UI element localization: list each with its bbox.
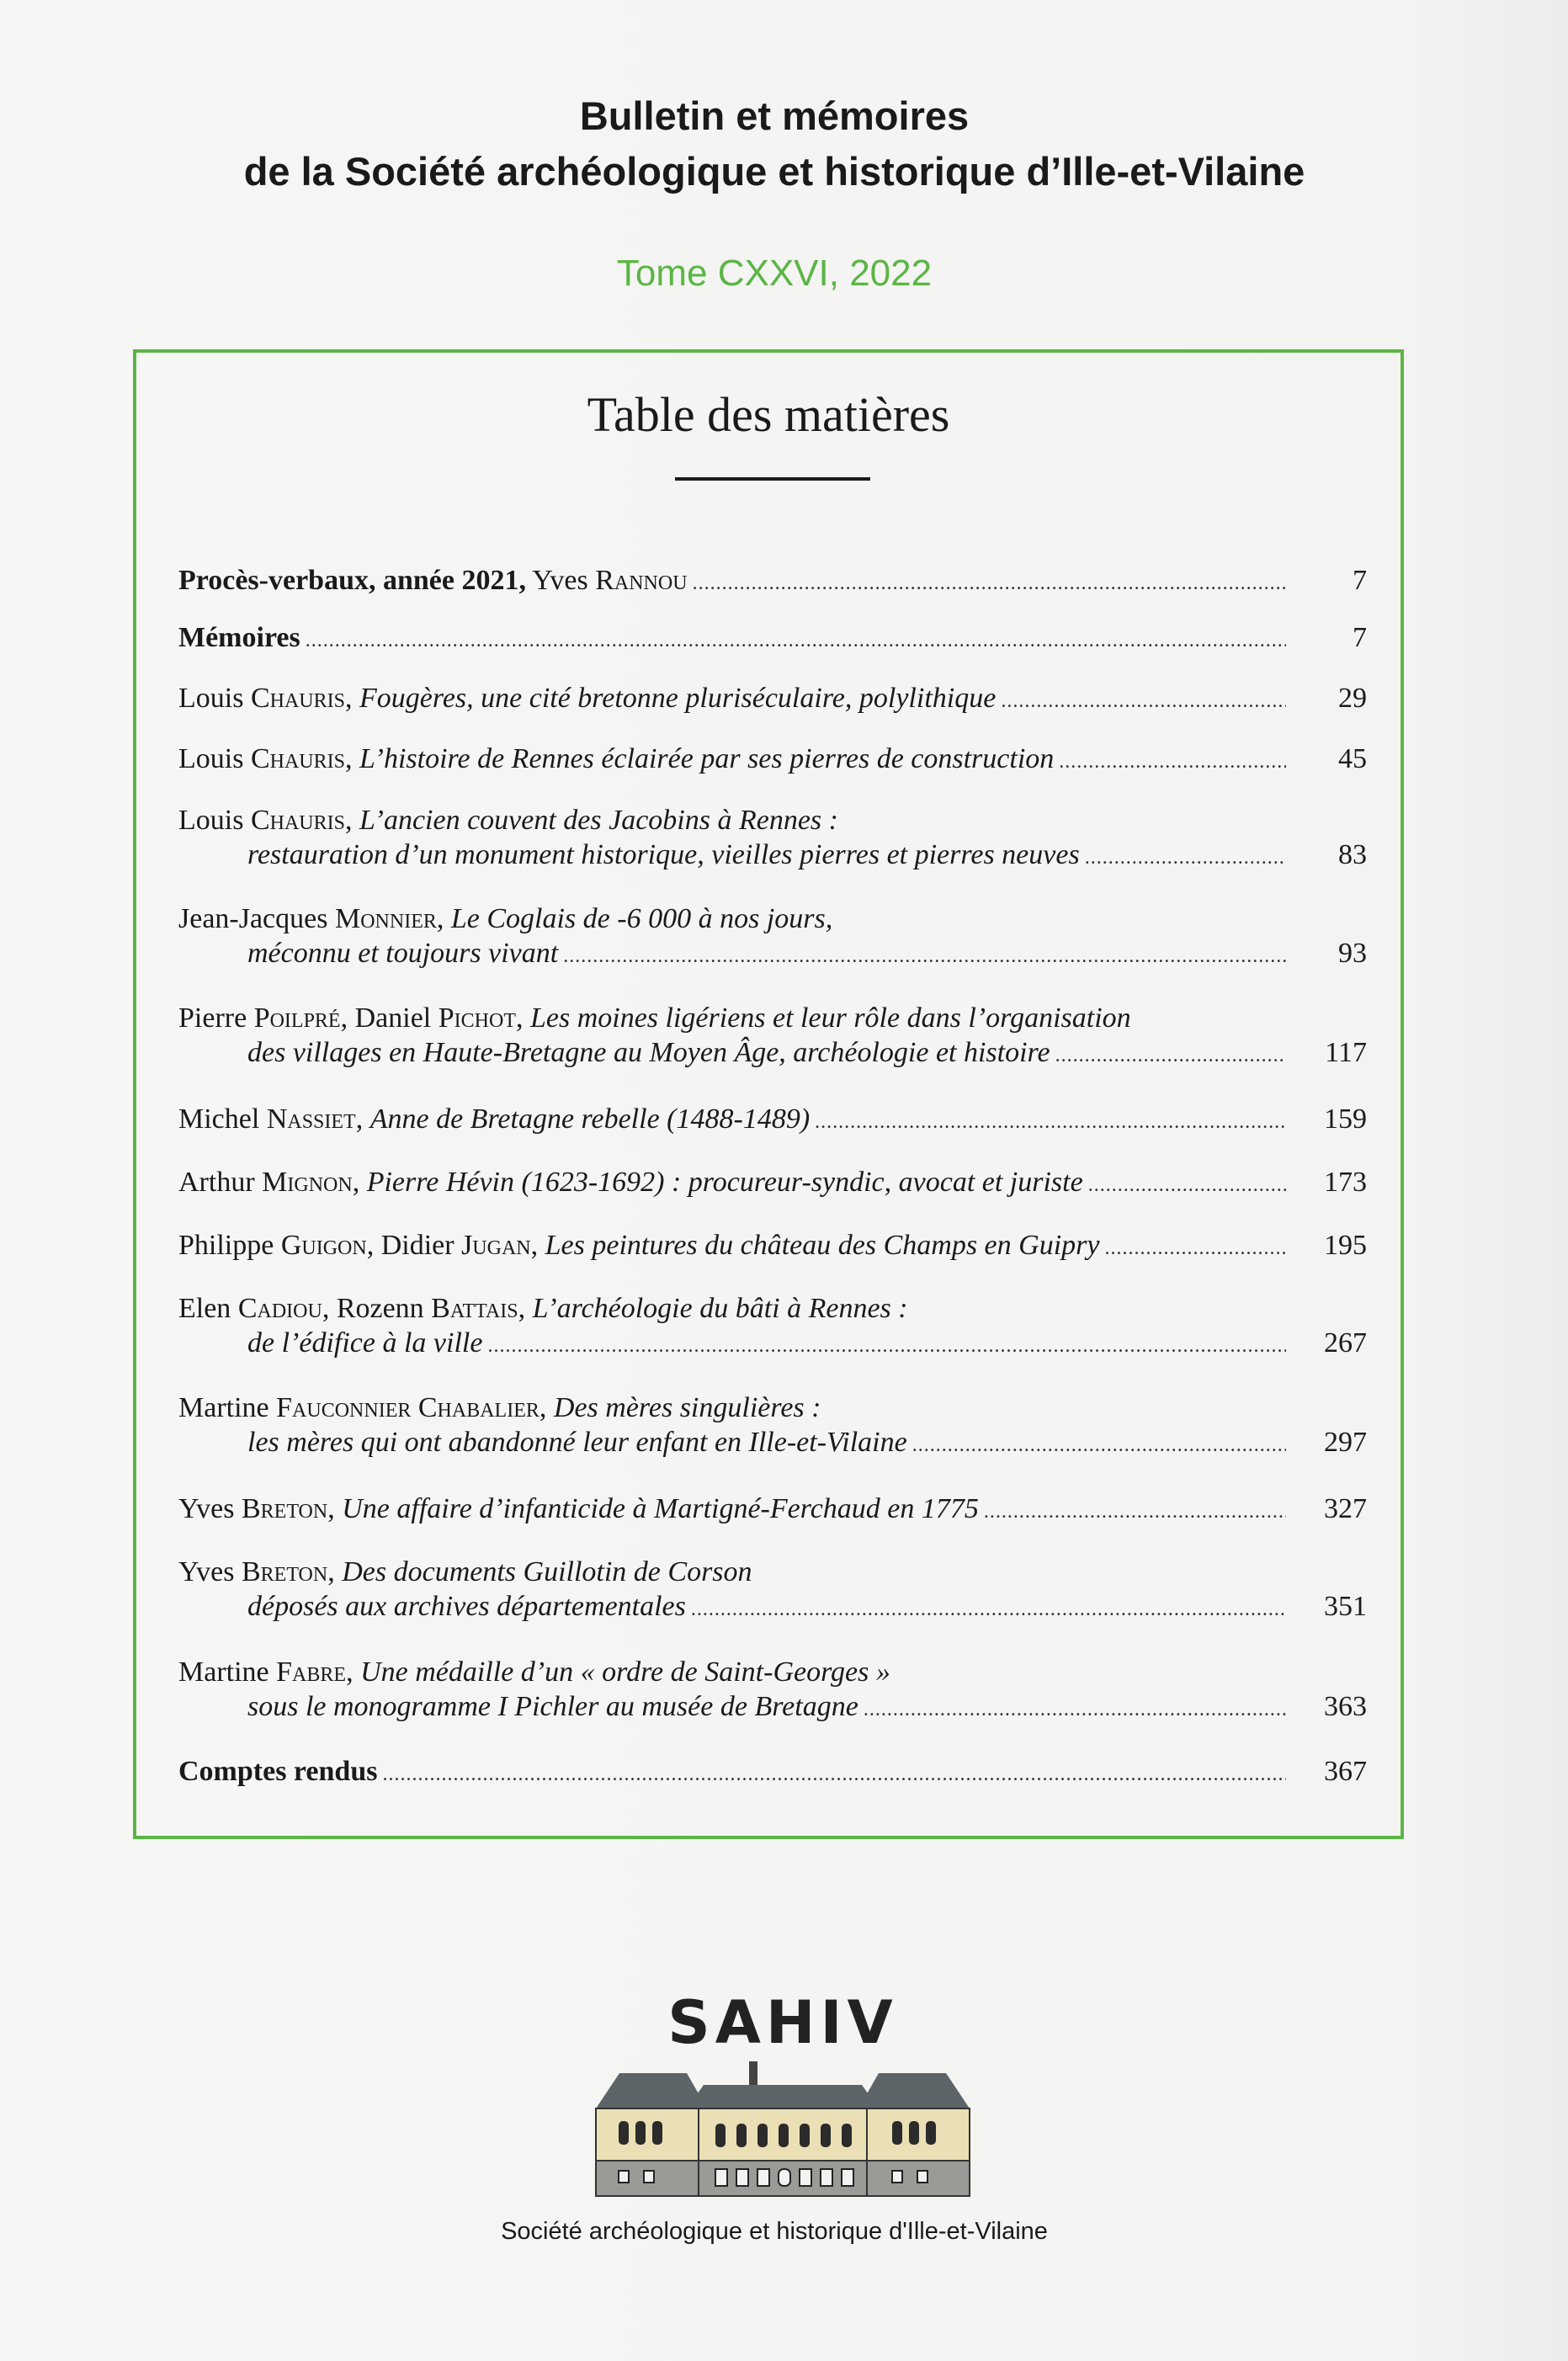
entry-title: L’histoire de Rennes éclairée par ses pierres de construction xyxy=(359,743,1055,774)
entry-author-first: Yves xyxy=(532,565,588,596)
toc-entry[interactable]: Martine Fauconnier Chabalier, Des mères singulières : les mères qui ont abandonné leur enfant en Ille-et-Vilaine ..... 297 xyxy=(178,1391,1367,1463)
toc-entry[interactable]: Philippe Guigon, Didier Jugan, Les peintures du château des Champs en Guipry ..... 195 xyxy=(178,1228,1367,1266)
entry-page: 7 xyxy=(1353,622,1367,653)
toc-entry[interactable]: Michel Nassiet, Anne de Bretagne rebelle (1488-1489) ..... 159 xyxy=(178,1102,1367,1140)
leader-dots xyxy=(984,1492,1286,1529)
entry-author2-first: Daniel xyxy=(354,1002,432,1034)
entry-author2-last: Battais xyxy=(431,1293,518,1324)
entry-page: 45 xyxy=(1338,743,1367,774)
entry-title-cont: sous le monogramme I Pichler au musée de Bretagne xyxy=(247,1691,858,1722)
entry-title: Les moines ligériens et leur rôle dans l’organisation xyxy=(529,1002,1131,1034)
leader-dots xyxy=(487,1326,1286,1364)
entry-title-cont: méconnu et toujours vivant xyxy=(247,938,559,969)
journal-title-line1: Bulletin et mémoires xyxy=(579,93,970,138)
entry-title-cont: restauration d’un monument historique, vieilles pierres et pierres neuves xyxy=(247,839,1080,870)
entry-author-first: Philippe xyxy=(178,1230,274,1261)
leader-dots xyxy=(691,1589,1286,1627)
leader-dots xyxy=(306,620,1286,658)
entry-title: Les peintures du château des Champs en Guipry xyxy=(545,1230,1100,1261)
title-rule xyxy=(675,477,870,481)
right-pavilion-roof xyxy=(858,2073,970,2108)
toc-entry[interactable]: Martine Fabre, Une médaille d’un « ordre de Saint-Georges » sous le monogramme I Pichler au musée de Bretagne ..... 363 xyxy=(178,1655,1367,1727)
entry-title-cont: des villages en Haute-Bretagne au Moyen Âge, archéologie et histoire xyxy=(247,1037,1050,1068)
table-of-contents xyxy=(133,349,1404,1839)
entry-title: Une médaille d’un « ordre de Saint-Georges » xyxy=(360,1656,890,1688)
entry-author-first: Arthur xyxy=(178,1167,255,1198)
journal-header xyxy=(0,88,1549,199)
entry-title: L’ancien couvent des Jacobins à Rennes : xyxy=(359,805,838,836)
entry-author-last: Chauris xyxy=(250,683,345,714)
entry-author-last: Guigon xyxy=(280,1230,367,1261)
entry-title: L’archéologie du bâti à Rennes : xyxy=(532,1293,908,1324)
leader-dots xyxy=(563,936,1286,974)
entry-author-last: Breton xyxy=(241,1556,328,1587)
entry-title-cont: de l’édifice à la ville xyxy=(247,1327,483,1359)
entry-author-first: Yves xyxy=(178,1556,235,1587)
entry-title: Le Coglais de -6 000 à nos jours, xyxy=(450,903,833,934)
toc-entry[interactable]: Yves Breton, Une affaire d’infanticide à Martigné-Ferchaud en 1775 ..... 327 xyxy=(178,1492,1367,1529)
entry-page: 173 xyxy=(1324,1167,1367,1198)
entry-author-first: Yves xyxy=(178,1493,235,1524)
leader-dots xyxy=(912,1425,1286,1463)
logo-caption: Société archéologique et historique d'Ille-et-Vilaine xyxy=(501,2218,1048,2245)
entry-author2-first: Didier xyxy=(380,1230,454,1261)
entry-page: 327 xyxy=(1324,1493,1367,1524)
entry-page: 267 xyxy=(1324,1327,1367,1359)
leader-dots xyxy=(1085,838,1286,875)
entry-author2-first: Rozenn xyxy=(336,1293,424,1324)
entry-author-first: Martine xyxy=(178,1392,269,1423)
toc-entry[interactable]: Louis Chauris, L’histoire de Rennes éclairée par ses pierres de construction ..... 45 xyxy=(178,742,1367,779)
entry-author-last: Chauris xyxy=(250,743,345,774)
entry-page: 29 xyxy=(1338,683,1367,714)
entry-page: 93 xyxy=(1338,938,1367,969)
logo-text: SAHIV xyxy=(667,1988,898,2057)
entry-title: Une affaire d’infanticide à Martigné-Ferchaud en 1775 xyxy=(342,1493,979,1524)
toc-entry[interactable]: Pierre Poilpré, Daniel Pichot, Les moines ligériens et leur rôle dans l’organisation des villages en Haute-Bretagne au Moyen Âge, archéologie et histoire ..... 117 xyxy=(178,1001,1367,1073)
chimney xyxy=(749,2061,757,2085)
entry-page: 363 xyxy=(1324,1691,1367,1722)
entry-author-first: Jean-Jacques xyxy=(178,903,328,934)
entry-author-last: Poilpré xyxy=(253,1002,341,1034)
toc-entry[interactable]: Jean-Jacques Monnier, Le Coglais de -6 000 à nos jours, méconnu et toujours vivant ..... 93 xyxy=(178,901,1367,974)
left-pavilion-roof xyxy=(596,2073,707,2108)
entry-author-last: Monnier xyxy=(334,903,437,934)
entry-author-last: Chauris xyxy=(250,805,345,836)
entry-author-first: Michel xyxy=(178,1103,260,1135)
entry-page: 83 xyxy=(1338,839,1367,870)
entry-author-first: Louis xyxy=(178,683,244,714)
entry-author-first: Louis xyxy=(178,805,244,836)
entry-page: 159 xyxy=(1324,1103,1367,1135)
entry-page: 195 xyxy=(1324,1230,1367,1261)
toc-entry[interactable] xyxy=(178,620,1367,658)
toc-entry[interactable]: Elen Cadiou, Rozenn Battais, L’archéologie du bâti à Rennes : de l’édifice à la ville ..... 267 xyxy=(178,1291,1367,1364)
leader-dots xyxy=(1088,1165,1286,1203)
entry-title: Des documents Guillotin de Corson xyxy=(342,1556,752,1587)
entry-author-last: Fabre xyxy=(276,1656,347,1688)
sahiv-logo xyxy=(581,1982,985,2209)
journal-title-line2: de la Société archéologique et historique d’Ille-et-Vilaine xyxy=(243,149,1305,194)
entry-title: Pierre Hévin (1623-1692) : procureur-syndic, avocat et juriste xyxy=(366,1167,1083,1198)
entry-title: Anne de Bretagne rebelle (1488-1489) xyxy=(369,1103,811,1135)
entry-page: 297 xyxy=(1324,1427,1367,1458)
entry-author-last: Fauconnier Chabalier xyxy=(276,1392,539,1423)
leader-dots xyxy=(1104,1228,1286,1266)
entry-author-last: Nassiet xyxy=(266,1103,356,1135)
entry-author2-last: Jugan xyxy=(461,1230,531,1261)
leader-dots xyxy=(815,1102,1286,1140)
entry-author-last: Rannou xyxy=(595,565,688,596)
entry-page: 7 xyxy=(1353,565,1367,596)
entry-section: Mémoires xyxy=(178,622,300,653)
toc-entry[interactable] xyxy=(178,563,1367,601)
leader-dots xyxy=(693,563,1286,601)
tome-label: Tome CXXVI, 2022 xyxy=(616,253,933,294)
entry-author-first: Pierre xyxy=(178,1002,247,1034)
leader-dots xyxy=(382,1754,1286,1792)
entry-title-cont: déposés aux archives départementales xyxy=(247,1591,686,1622)
leader-dots xyxy=(1055,1035,1286,1073)
entry-title-cont: les mères qui ont abandonné leur enfant en Ille-et-Vilaine xyxy=(247,1427,907,1458)
entry-page: 367 xyxy=(1324,1756,1367,1787)
entry-page: 117 xyxy=(1325,1037,1367,1068)
entry-author-first: Martine xyxy=(178,1656,269,1688)
entry-author-first: Elen xyxy=(178,1293,231,1324)
entry-author-last: Mignon xyxy=(262,1167,353,1198)
toc-entry[interactable]: Yves Breton, Des documents Guillotin de Corson déposés aux archives départementales ..... 351 xyxy=(178,1555,1367,1627)
entry-author-first: Louis xyxy=(178,743,244,774)
toc-title: Table des matières xyxy=(587,387,950,442)
leader-dots xyxy=(1059,742,1286,779)
leader-dots xyxy=(1001,681,1286,719)
entry-title: Des mères singulières : xyxy=(553,1392,821,1423)
entry-author2-last: Pichot xyxy=(438,1002,516,1034)
entry-page: 351 xyxy=(1324,1591,1367,1622)
toc-entry[interactable] xyxy=(178,1754,1367,1792)
toc-entry[interactable]: Louis Chauris, Fougères, une cité bretonne pluriséculaire, polylithique ..... 29 xyxy=(178,681,1367,719)
central-roof xyxy=(687,2085,879,2108)
entry-section: Comptes rendus xyxy=(178,1756,378,1787)
entry-author-last: Breton xyxy=(241,1493,328,1524)
leader-dots xyxy=(864,1689,1286,1727)
entry-title: Fougères, une cité bretonne pluriséculaire, polylithique xyxy=(359,683,997,714)
entry-section: Procès-verbaux, année 2021, xyxy=(178,565,526,596)
toc-entry[interactable]: Arthur Mignon, Pierre Hévin (1623-1692) : procureur-syndic, avocat et juriste ..... 173 xyxy=(178,1165,1367,1203)
toc-entry[interactable]: Louis Chauris, L’ancien couvent des Jacobins à Rennes : restauration d’un monument historique, vieilles pierres et pierres neuves ..... 83 xyxy=(178,803,1367,875)
entry-author-last: Cadiou xyxy=(237,1293,322,1324)
